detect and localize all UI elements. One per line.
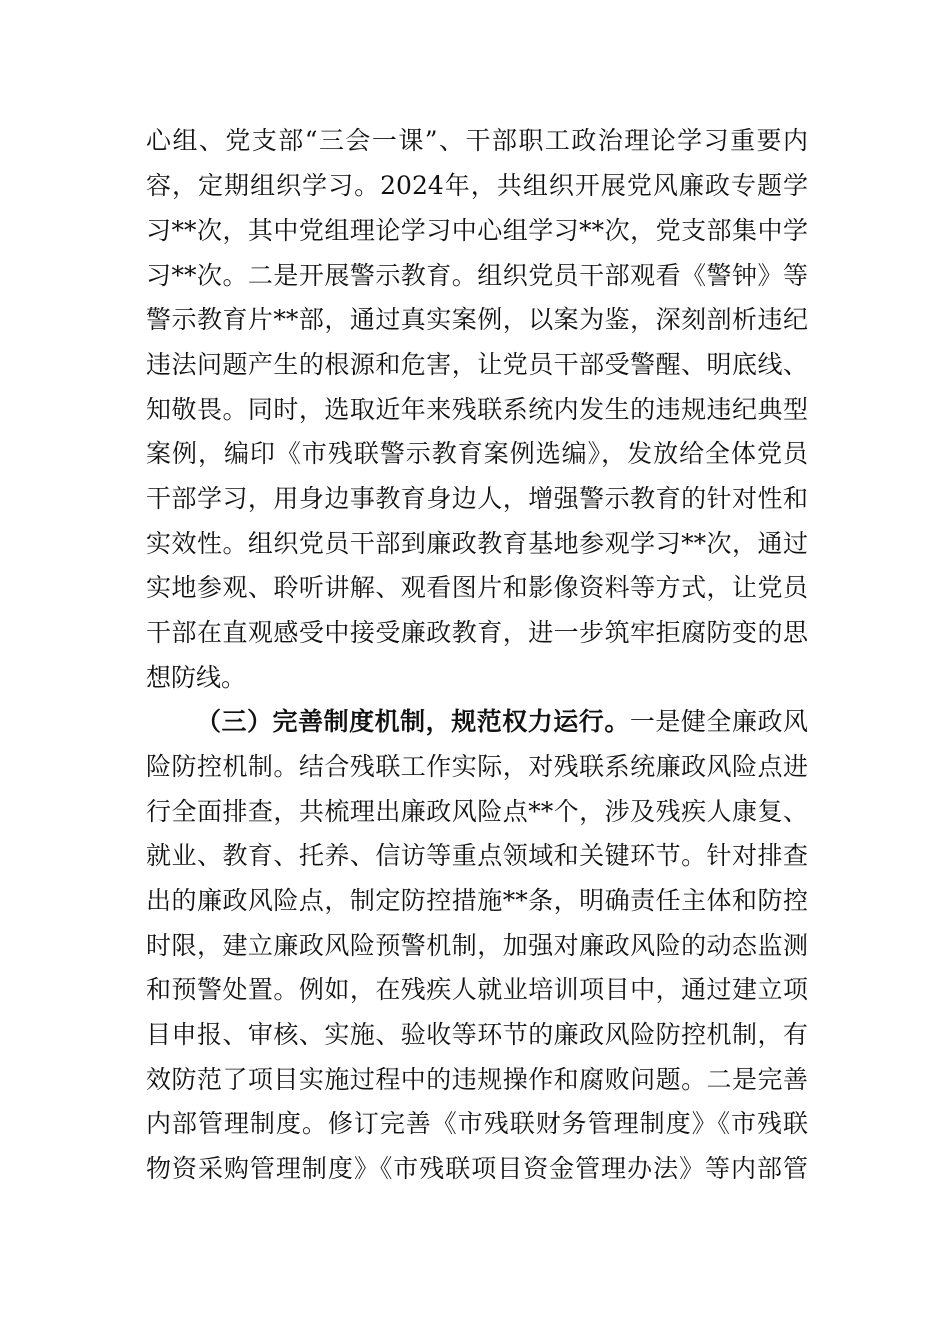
- paragraph-2-line-1: [196, 702, 808, 742]
- paragraph-1-line-9: 干部学习，用身边事教育身边人，增强警示教育的针对性和: [146, 484, 808, 513]
- paragraph-2-line-8: 目申报、审核、实施、验收等环节的廉政风险防控机制，有: [146, 1020, 808, 1049]
- paragraph-1-line-13: 想防线。: [146, 663, 247, 692]
- paragraph-2-line-6: 时限，建立廉政风险预警机制，加强对廉政风险的动态监测: [146, 931, 808, 960]
- paragraph-1-line-2: 容，定期组织学习。2024年，共组织开展党风廉政专题学: [146, 171, 808, 200]
- paragraph-1-line-6: 违法问题产生的根源和危害，让党员干部受警醒、明底线、: [146, 350, 808, 379]
- paragraph-1-line-4: 习**次。二是开展警示教育。组织党员干部观看《警钟》等: [146, 261, 808, 290]
- paragraph-2-line-4: 就业、教育、托养、信访等重点领域和关键环节。针对排查: [146, 841, 808, 870]
- paragraph-1-line-3: 习**次，其中党组理论学习中心组学习**次，党支部集中学: [146, 216, 808, 245]
- paragraph-2-line-11: 物资采购管理制度》《市残联项目资金管理办法》等内部管: [146, 1154, 808, 1183]
- paragraph-2-line-9: 效防范了项目实施过程中的违规操作和腐败问题。二是完善: [146, 1065, 808, 1094]
- paragraph-2-line-7: 和预警处置。例如，在残疾人就业培训项目中，通过建立项: [146, 975, 808, 1004]
- paragraph-1-line-5: 警示教育片**部，通过真实案例，以案为鉴，深刻剖析违纪: [146, 305, 808, 334]
- section-heading: （三）完善制度机制，规范权力运行。: [196, 707, 630, 736]
- paragraph-1-line-1: 心组、党支部“三会一课”、干部职工政治理论学习重要内: [146, 126, 808, 155]
- paragraph-1-line-7: 知敬畏。同时，选取近年来残联系统内发生的违规违纪典型: [146, 395, 808, 424]
- paragraph-2-line-5: 出的廉政风险点，制定防控措施**条，明确责任主体和防控: [146, 886, 808, 915]
- paragraph-1-line-10: 实效性。组织党员干部到廉政教育基地参观学习**次，通过: [146, 529, 808, 558]
- section-heading-rest: 一是健全廉政风: [629, 707, 808, 736]
- paragraph-1-line-11: 实地参观、聆听讲解、观看图片和影像资料等方式，让党员: [146, 573, 808, 602]
- paragraph-2-line-3: 行全面排查，共梳理出廉政风险点**个，涉及残疾人康复、: [146, 797, 808, 826]
- paragraph-2-line-10: 内部管理制度。修订完善《市残联财务管理制度》《市残联: [146, 1109, 808, 1138]
- paragraph-1-line-12: 干部在直观感受中接受廉政教育，进一步筑牢拒腐防变的思: [146, 618, 808, 647]
- paragraph-2-line-2: 险防控机制。结合残联工作实际，对残联系统廉政风险点进: [146, 752, 808, 781]
- paragraph-1-line-8: 案例，编印《市残联警示教育案例选编》，发放给全体党员: [146, 439, 808, 468]
